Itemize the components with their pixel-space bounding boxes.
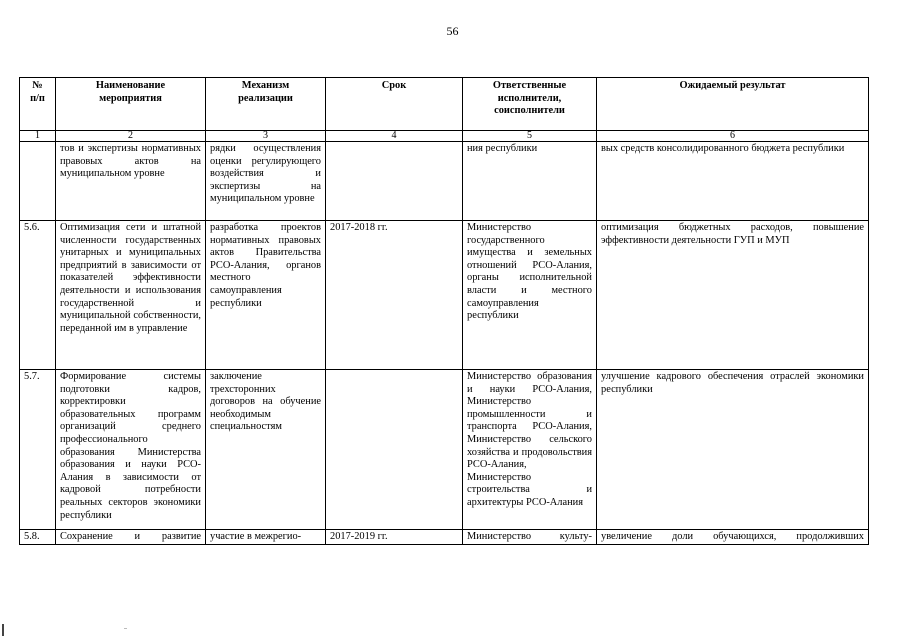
table-header-row: [20, 78, 869, 131]
page-number: 56: [446, 24, 459, 38]
header-term: Срок: [326, 78, 463, 131]
table-row: [20, 530, 869, 545]
row-mechanism: заключение трехсторонних договоров на обучение необходимым специальностям: [206, 370, 326, 530]
row-name: Оптимизация сети и штатной численности государственных унитарных и муниципальных предприятий в зависимости от показателей эффективности деятельности и использования государственной и муниципальной собственности, переданной им в управление: [56, 221, 206, 370]
header-number: № п/п: [20, 78, 56, 131]
row-number: 5.6.: [20, 221, 56, 370]
row-result: оптимизация бюджетных расходов, повышение эффективности деятельности ГУП и МУП: [597, 221, 869, 370]
row-mechanism: участие в межрегио-: [206, 530, 326, 545]
row-term: [326, 142, 463, 221]
activities-table: [19, 77, 869, 545]
row-number: 5.7.: [20, 370, 56, 530]
scan-artifact: [2, 624, 4, 636]
header-name: Наименование мероприятия: [56, 78, 206, 131]
row-term: [326, 370, 463, 530]
row-executors: Министерство культу-: [463, 530, 597, 545]
row-name: Формирование системы подготовки кадров, корректировки образовательных программ организаций среднего профессионального образования Министерства образования и науки РСО-Алания в зависимости от кадровой потребности реальных секторов экономики республики: [56, 370, 206, 530]
row-term: 2017-2019 гг.: [326, 530, 463, 545]
column-number: 1: [20, 131, 56, 142]
column-number: 4: [326, 131, 463, 142]
row-executors: Министерство образования и науки РСО-Алания, Министерство промышленности и транспорта РСО-Алания, Министерство сельского хозяйства и продовольствия РСО-Алания, Министерство строительства и архитектуры РСО-Алания: [463, 370, 597, 530]
row-number: [20, 142, 56, 221]
column-number-row: [20, 131, 869, 142]
table-row: [20, 370, 869, 530]
row-executors: ния республики: [463, 142, 597, 221]
scan-artifact: [124, 628, 127, 629]
table-row: [20, 142, 869, 221]
header-mechanism: Механизм реализации: [206, 78, 326, 131]
row-mechanism: рядки осуществления оценки регулирующего воздействия и экспертизы на муниципальном уровне: [206, 142, 326, 221]
column-number: 2: [56, 131, 206, 142]
row-executors: Министерство государственного имущества и земельных отношений РСО-Алания, органы исполнительной власти и местного самоуправления республики: [463, 221, 597, 370]
row-result: увеличение доли обучающихся, продолживших: [597, 530, 869, 545]
column-number: 5: [463, 131, 597, 142]
header-result: Ожидаемый результат: [597, 78, 869, 131]
row-mechanism: разработка проектов нормативных правовых актов Правительства РСО-Алания, органов местного самоуправления республики: [206, 221, 326, 370]
row-number: 5.8.: [20, 530, 56, 545]
row-result: вых средств консолидированного бюджета республики: [597, 142, 869, 221]
row-name: Сохранение и развитие: [56, 530, 206, 545]
row-result: улучшение кадрового обеспечения отраслей экономики республики: [597, 370, 869, 530]
column-number: 6: [597, 131, 869, 142]
header-executors: Ответственные исполнители, соисполнители: [463, 78, 597, 131]
table-row: [20, 221, 869, 370]
row-name: тов и экспертизы нормативных правовых актов на муниципальном уровне: [56, 142, 206, 221]
row-term: 2017-2018 гг.: [326, 221, 463, 370]
column-number: 3: [206, 131, 326, 142]
